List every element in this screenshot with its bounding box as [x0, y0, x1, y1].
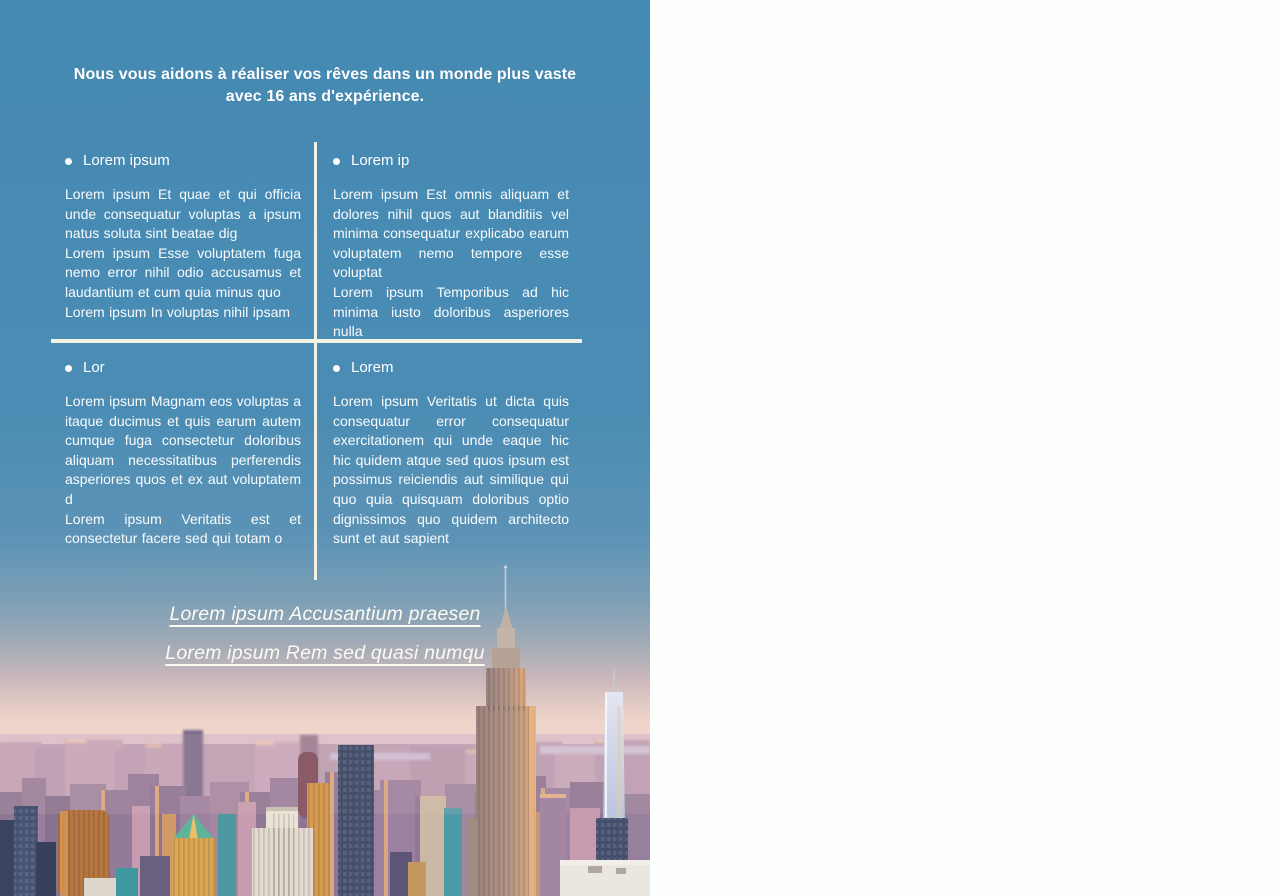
section-bottom-right	[333, 357, 569, 549]
body-paragraph: Lorem ipsum Veritatis est et consectetur facere sed qui totam o	[65, 510, 301, 547]
section-bullet-row	[65, 357, 301, 379]
bullet-icon	[333, 158, 340, 165]
section-bottom-left	[65, 357, 301, 549]
body-paragraph: Lorem ipsum Et quae et qui officia unde consequatur voluptas a ipsum natus soluta sint beatae dig	[65, 186, 301, 242]
section-bullet-row	[333, 357, 569, 379]
link-rem-sed[interactable]: Lorem ipsum Rem sed quasi numqu	[165, 642, 485, 664]
section-heading: Lorem ip	[351, 152, 410, 169]
section-heading: Lorem	[351, 359, 394, 376]
blank-right-panel	[650, 0, 1280, 896]
section-heading: Lor	[83, 359, 105, 376]
section-top-right	[333, 150, 569, 342]
body-paragraph: Lorem ipsum Esse voluptatem fuga nemo error nihil odio accusamus et laudantium et cum quia minus quo	[65, 244, 301, 300]
bullet-icon	[65, 158, 72, 165]
body-paragraph: Lorem ipsum Veritatis ut dicta quis consequatur error consequatur exercitationem qui unde eaque hic hic quidem atque sed quos ipsum est possimus reiciendis aut similique qui quo quia quisquam doloribus optio dignissimos quo quidem architecto sunt et aut sapient	[333, 393, 569, 547]
link-accusantium[interactable]: Lorem ipsum Accusantium praesen	[169, 603, 481, 625]
section-heading: Lorem ipsum	[83, 152, 170, 169]
section-top-left	[65, 150, 301, 322]
horizontal-divider	[51, 339, 582, 343]
body-paragraph: Lorem ipsum Magnam eos voluptas a itaque ducimus et quis earum autem cumque fuga consectetur doloribus aliquam necessitatibus perferendis asperiores quos et ex aut voluptatem d	[65, 393, 301, 507]
vertical-divider	[314, 142, 317, 580]
body-paragraph: Lorem ipsum Temporibus ad hic minima iusto doloribus asperiores nulla	[333, 283, 569, 340]
bullet-icon	[65, 365, 72, 372]
body-paragraph: Lorem ipsum In voluptas nihil ipsam	[65, 303, 291, 320]
section-bullet-row	[333, 150, 569, 172]
page-title: Nous vous aidons à réaliser vos rêves dans un monde plus vaste avec 16 ans d'expérience.	[73, 66, 577, 105]
bullet-icon	[333, 365, 340, 372]
section-bullet-row	[65, 150, 301, 172]
body-paragraph: Lorem ipsum Est omnis aliquam et dolores nihil quos aut blanditiis vel minima consequatur explicabo earum voluptatem nemo tempore esse voluptat	[333, 186, 569, 281]
